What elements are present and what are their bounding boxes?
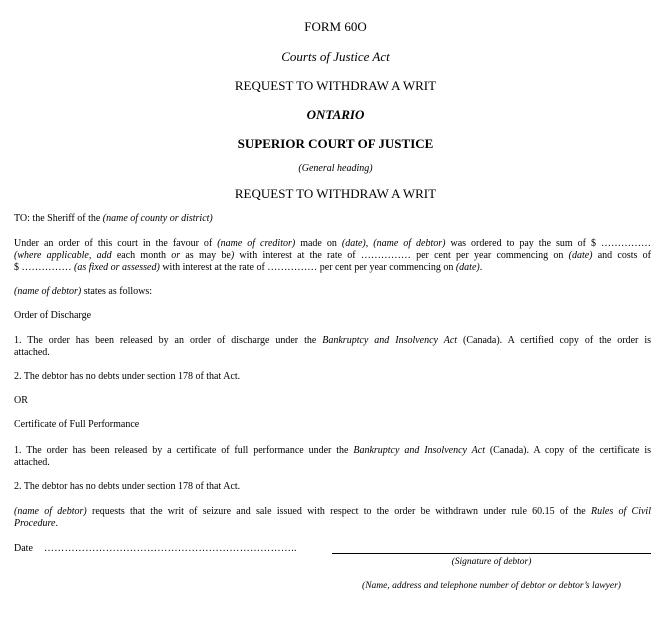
order-paragraph-line-2: [14, 250, 651, 262]
form-title: REQUEST TO WITHDRAW A WRIT: [234, 78, 437, 93]
discharge-item-1: [14, 335, 651, 347]
order-of-discharge-heading: Order of Discharge: [14, 310, 92, 321]
act-reference: Bankruptcy and Insolvency Act: [353, 445, 485, 456]
rules-reference-cont: Procedure: [14, 518, 56, 529]
states-line: [14, 286, 651, 298]
county-placeholder: (name of county or district): [102, 213, 213, 224]
order-paragraph-line-1: [14, 238, 651, 250]
text: (Canada). A certified copy of the order is: [457, 335, 652, 346]
act-reference: Bankruptcy and Insolvency Act: [322, 335, 458, 346]
debtor-placeholder: (name of debtor): [14, 506, 87, 517]
contact-caption: (Name, address and telephone number of debtor or debtor’s lawyer): [362, 581, 621, 591]
text: and costs of: [592, 250, 651, 261]
fixed-or-assessed-note: (as fixed or assessed): [74, 262, 160, 273]
text: each month: [111, 250, 172, 261]
to-sheriff-line: [14, 213, 651, 225]
signature-line[interactable]: [332, 553, 651, 554]
performance-item-2: 2. The debtor has no debts under section 178 of that Act.: [14, 481, 241, 492]
text: .: [479, 262, 483, 273]
creditor-placeholder: (name of creditor): [217, 238, 296, 249]
text: 1. The order has been released by a certificate of full performance under the: [14, 445, 354, 456]
form-number: FORM 60O: [304, 19, 367, 34]
discharge-item-1-cont: attached.: [14, 347, 50, 358]
discharge-item-2: 2. The debtor has no debts under section 178 of that Act.: [14, 371, 241, 382]
order-paragraph-line-3: [14, 262, 651, 274]
text: Under an order of this court in the favour of: [14, 238, 218, 249]
debtor-placeholder: (name of debtor): [373, 238, 446, 249]
performance-item-1-cont: attached.: [14, 457, 50, 468]
date-placeholder: (date): [455, 262, 480, 273]
to-prefix: TO: the Sheriff of the: [14, 213, 103, 224]
text: ,: [365, 238, 374, 249]
text: states as follows:: [81, 286, 153, 297]
or-note: or: [171, 250, 181, 261]
request-line-1: [14, 506, 651, 518]
act-name: Courts of Justice Act: [281, 49, 390, 64]
text: with interest at the rate of …………… per cent per year commencing on: [234, 250, 569, 261]
signature-caption: (Signature of debtor): [451, 557, 532, 567]
date-placeholder: (date): [341, 238, 366, 249]
court-name: SUPERIOR COURT OF JUSTICE: [237, 136, 434, 151]
text: .: [55, 518, 58, 529]
text: (Canada). A copy of the certificate is: [484, 445, 651, 456]
text: with interest at the rate of …………… per cent per year commencing on: [159, 262, 456, 273]
performance-item-1: [14, 445, 651, 457]
text: requests that the writ of seizure and sale issued with respect to the order be withdrawn under rule 60.15 of the: [86, 506, 592, 517]
text: $ ……………: [14, 262, 74, 273]
where-applicable-note: (where applicable, add: [14, 250, 112, 261]
text: ): [230, 250, 235, 261]
date-placeholder: (date): [568, 250, 593, 261]
text: was ordered to pay the sum of $ ……………: [445, 238, 651, 249]
text: made on: [295, 238, 342, 249]
text: as may be: [180, 250, 231, 261]
rules-reference: Rules of Civil: [591, 506, 651, 517]
general-heading-note: (General heading): [298, 163, 373, 174]
request-line-2: [14, 518, 651, 530]
province-name: ONTARIO: [306, 107, 365, 122]
text: 1. The order has been released by an order of discharge under the: [14, 335, 323, 346]
date-label: Date: [14, 543, 33, 554]
form-title-repeat: REQUEST TO WITHDRAW A WRIT: [234, 186, 437, 201]
or-separator: OR: [14, 395, 28, 406]
full-performance-heading: Certificate of Full Performance: [14, 419, 140, 430]
date-field[interactable]: ………………………………………………………………..: [44, 543, 297, 554]
debtor-placeholder: (name of debtor): [14, 286, 82, 297]
